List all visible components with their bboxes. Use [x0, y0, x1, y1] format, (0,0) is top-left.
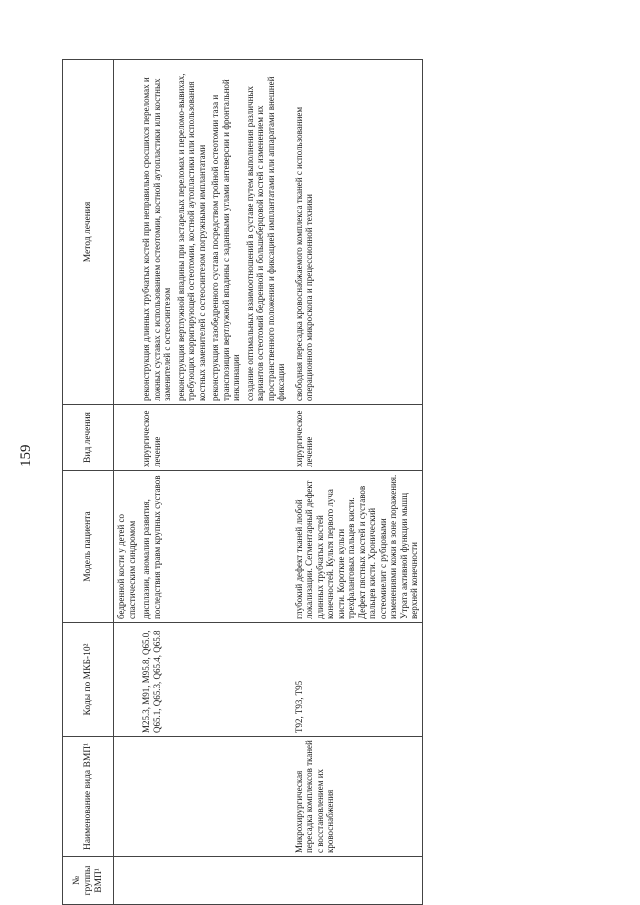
cell-group — [114, 857, 140, 905]
method-item: свободная пересадка кровоснабжаемого комплекса тканей с использованием операционного микроскопа и прецессионной техники — [293, 106, 314, 401]
cell-name — [139, 737, 292, 857]
method-item: реконструкция вертлужной впадины при застарелых переломах и переломо-вывихах, требующих корригирующей остеотомии, костной аутопластики или использования костных заменителей с остеосинтезом погружными имплантатами — [175, 73, 207, 401]
cell-name: Микрохирургическая пересадка комплексов тканей с восстановлением их кровоснабжения — [292, 737, 423, 857]
cell-type: хирургическое лечение — [292, 405, 423, 471]
header-name: Наименование вида ВМП¹ — [63, 737, 114, 857]
header-group: № группы ВМП¹ — [63, 857, 114, 905]
table-row — [114, 60, 140, 905]
method-item: создание оптимальных взаимоотношений в суставе путем выполнения различных вариантов остеотомий бедренной и большеберцовой костей с изменением их пространственного положения и фиксацией имплантатами или аппаратами внешней фиксации — [244, 76, 286, 401]
cell-model: глубокий дефект тканей любой локализации. Сегментарный дефект длинных трубчатых костей конечностей. Культя первого луча кисти. Короткие культи трехфаланговых пальцев кисти. Дефект пястных костей и суставов пальцев кисти. Хронический остеомиелит с рубцовыми изменениями кожи в зоне поражения. Утрата активной функции мышц верхней конечности — [292, 471, 423, 623]
header-model: Модель пациента — [63, 471, 114, 623]
cell-model: бедренной кости у детей со спастическим синдромом — [114, 471, 140, 623]
cell-name — [114, 737, 140, 857]
cell-method — [292, 60, 423, 405]
cell-type — [114, 405, 140, 471]
cell-codes: T92, T93, T95 — [292, 623, 423, 737]
cell-type: хирургическое лечение — [139, 405, 292, 471]
cell-method — [114, 60, 140, 405]
page-number: 159 — [18, 444, 34, 467]
cell-codes — [114, 623, 140, 737]
table-row — [292, 60, 423, 905]
method-item: реконструкция тазобедренного сустава посредством тройной остеотомии таза и транспозиции вертлужной впадины с заданными углами антеверсии и фронтальной инклинации — [210, 79, 241, 401]
cell-group — [139, 857, 292, 905]
header-method: Метод лечения — [63, 60, 114, 405]
cell-group — [292, 857, 423, 905]
vmp-table — [62, 59, 423, 905]
header-type: Вид лечения — [63, 405, 114, 471]
header-codes: Коды по МКБ-10² — [63, 623, 114, 737]
cell-method — [139, 60, 292, 405]
table-row — [139, 60, 292, 905]
cell-codes: M25.3, M91, M95.8, Q65.0, Q65.1, Q65.3, Q65.4, Q65.8 — [139, 623, 292, 737]
table-header-row — [63, 60, 114, 905]
cell-model: дисплазии, аномалии развития, последствия травм крупных суставов — [139, 471, 292, 623]
method-item: реконструкция длинных трубчатых костей при неправильно сросшихся переломах и ложных суставах с использованием остеотомии, костной аутопластики или костных заменителей с остеосинтезом — [141, 77, 172, 401]
